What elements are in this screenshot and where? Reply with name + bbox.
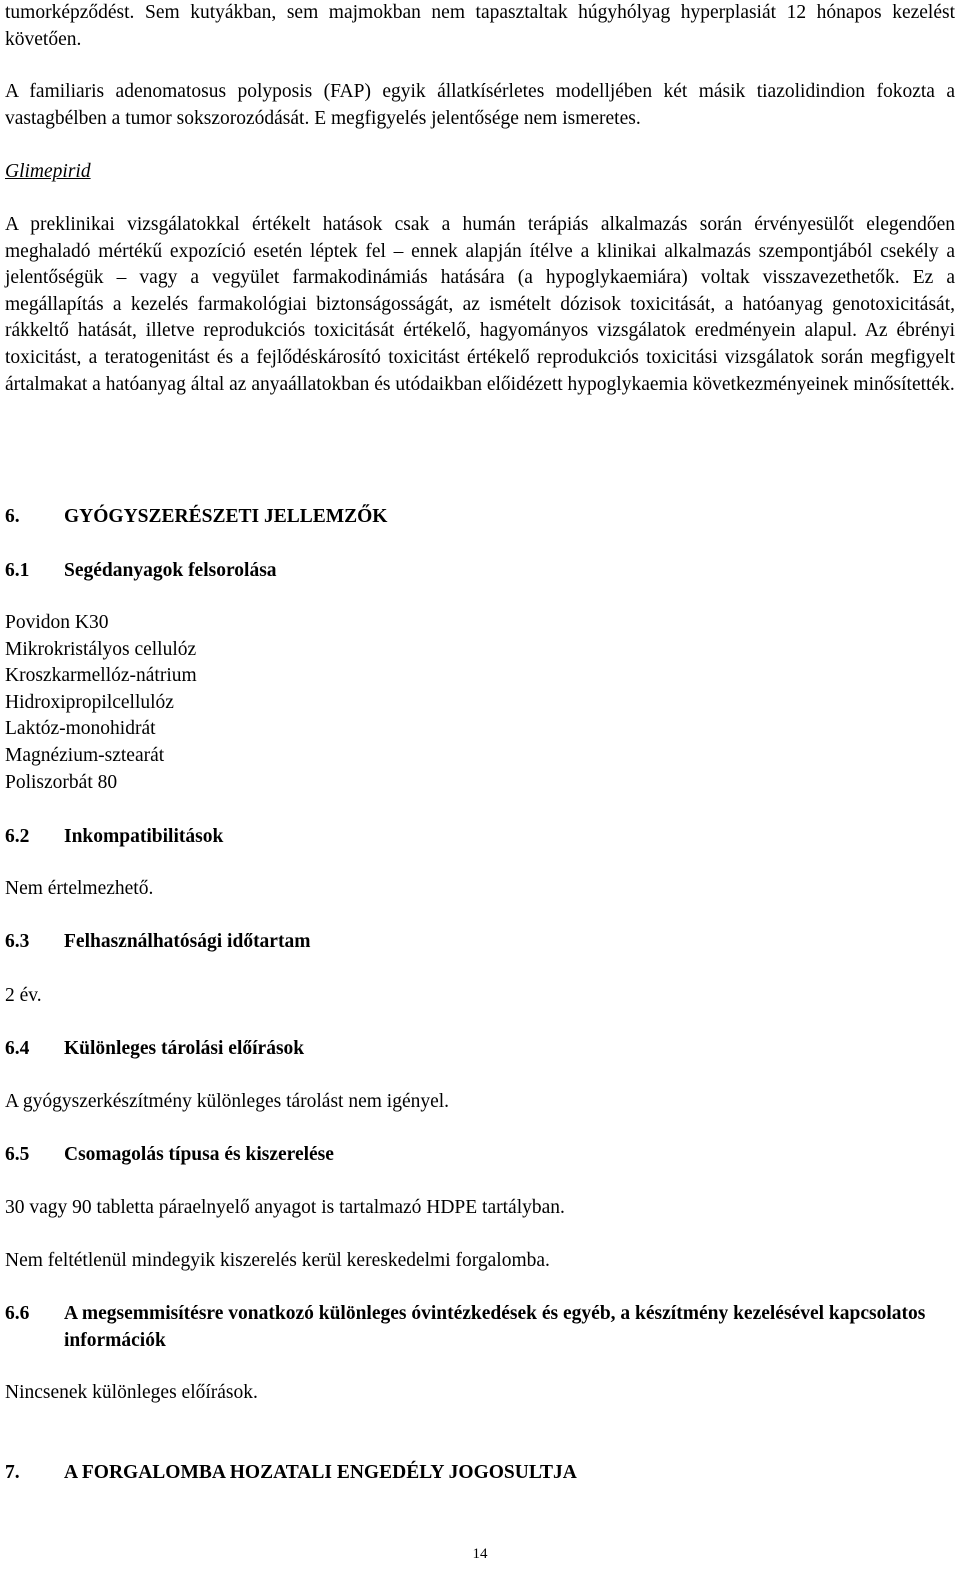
section-7-heading (5, 1460, 577, 1487)
section-6-1-heading (5, 558, 277, 585)
section-7-number: 7. (5, 1462, 20, 1483)
section-6-6-heading (5, 1301, 955, 1354)
list-item: Kroszkarmellóz-nátrium (5, 665, 197, 687)
section-6-3-heading (5, 929, 310, 956)
section-6-3-title: Felhasználhatósági időtartam (64, 931, 311, 952)
section-6-heading (5, 504, 387, 531)
section-6-2-text: Nem értelmezhető. (5, 878, 154, 899)
list-item: Magnézium-sztearát (5, 744, 165, 766)
section-6-6-number: 6.6 (5, 1303, 30, 1324)
intro-paragraph-1: tumorképződést. Sem kutyákban, sem majmokban nem tapasztaltak húgyhólyag hyperplasiát 12 hónapos kezelést követően. (5, 2, 955, 50)
section-6-number: 6. (5, 506, 20, 527)
list-item: Laktóz-monohidrát (5, 718, 156, 740)
list-item: Povidon K30 (5, 612, 109, 633)
section-6-5-text-2: Nem feltétlenül mindegyik kiszerelés kerül kereskedelmi forgalomba. (5, 1250, 550, 1271)
section-6-3-text: 2 év. (5, 985, 42, 1006)
section-6-title: GYÓGYSZERÉSZETI JELLEMZŐK (64, 506, 388, 527)
section-6-5-text-1: 30 vagy 90 tabletta páraelnyelő anyagot is tartalmazó HDPE tartályban. (5, 1197, 565, 1218)
page-number: 14 (472, 1546, 488, 1562)
section-6-4-number: 6.4 (5, 1038, 30, 1059)
section-6-2-title: Inkompatibilitások (64, 826, 224, 847)
section-6-1-number: 6.1 (5, 560, 30, 581)
section-6-5-number: 6.5 (5, 1144, 30, 1165)
list-item: Poliszorbát 80 (5, 771, 118, 793)
excipient-list (5, 610, 197, 796)
section-6-4-text: A gyógyszerkészítmény különleges tárolást nem igényel. (5, 1091, 450, 1112)
list-item: Hidroxipropilcellulóz (5, 691, 174, 713)
glimepirid-subheading: Glimepirid (5, 161, 91, 182)
section-6-2-heading (5, 824, 223, 851)
section-7-title: A FORGALOMBA HOZATALI ENGEDÉLY JOGOSULTJA (64, 1462, 577, 1483)
section-6-6-title: A megsemmisítésre vonatkozó különleges óvintézkedések és egyéb, a készítmény kezelésével kapcsolatos információk (64, 1303, 926, 1351)
section-6-5-title: Csomagolás típusa és kiszerelése (64, 1144, 334, 1165)
section-6-4-title: Különleges tárolási előírások (64, 1038, 305, 1059)
section-6-5-heading (5, 1142, 334, 1169)
section-6-3-number: 6.3 (5, 931, 30, 952)
section-6-1-title: Segédanyagok felsorolása (64, 560, 277, 581)
section-6-4-heading (5, 1036, 304, 1063)
list-item: Mikrokristályos cellulóz (5, 638, 197, 660)
section-6-6-text: Nincsenek különleges előírások. (5, 1382, 258, 1403)
intro-paragraph-2: A familiaris adenomatosus polyposis (FAP) egyik állatkísérletes modelljében két másik tiazolidindion fokozta a vastagbélben a tumor sokszorozódását. E megfigyelés jelentősége nem ismeretes. (5, 81, 955, 129)
glimepirid-paragraph: A preklinikai vizsgálatokkal értékelt hatások csak a humán terápiás alkalmazás során érvényesülőt elegendően meghaladó mértékű expozíció esetén léptek fel – ennek alapján ítélve a klinikai alkalmazás szempontjából csekély a jelentőségük – vagy a vegyület farmakodinámiás hatására (a hypoglykaemiára) voltak visszavezethetők. Ez a megállapítás a kezelés farmakológiai biztonságosságát, az ismételt dózisok toxicitását, a hatóanyag genotoxicitását, rákkeltő hatását, illetve reprodukciós toxicitását értékelő, hagyományos vizsgálatok eredményein alapul. Az ébrényi toxicitást, a teratogenitást és a fejlődéskárosító toxicitást értékelő reprodukciós toxicitási vizsgálatok során megfigyelt ártalmakat a hatóanyag által az anyaállatokban és utódaikban előidézett hypoglykaemia következményeinek minősítették. (5, 214, 955, 395)
section-6-2-number: 6.2 (5, 826, 30, 847)
